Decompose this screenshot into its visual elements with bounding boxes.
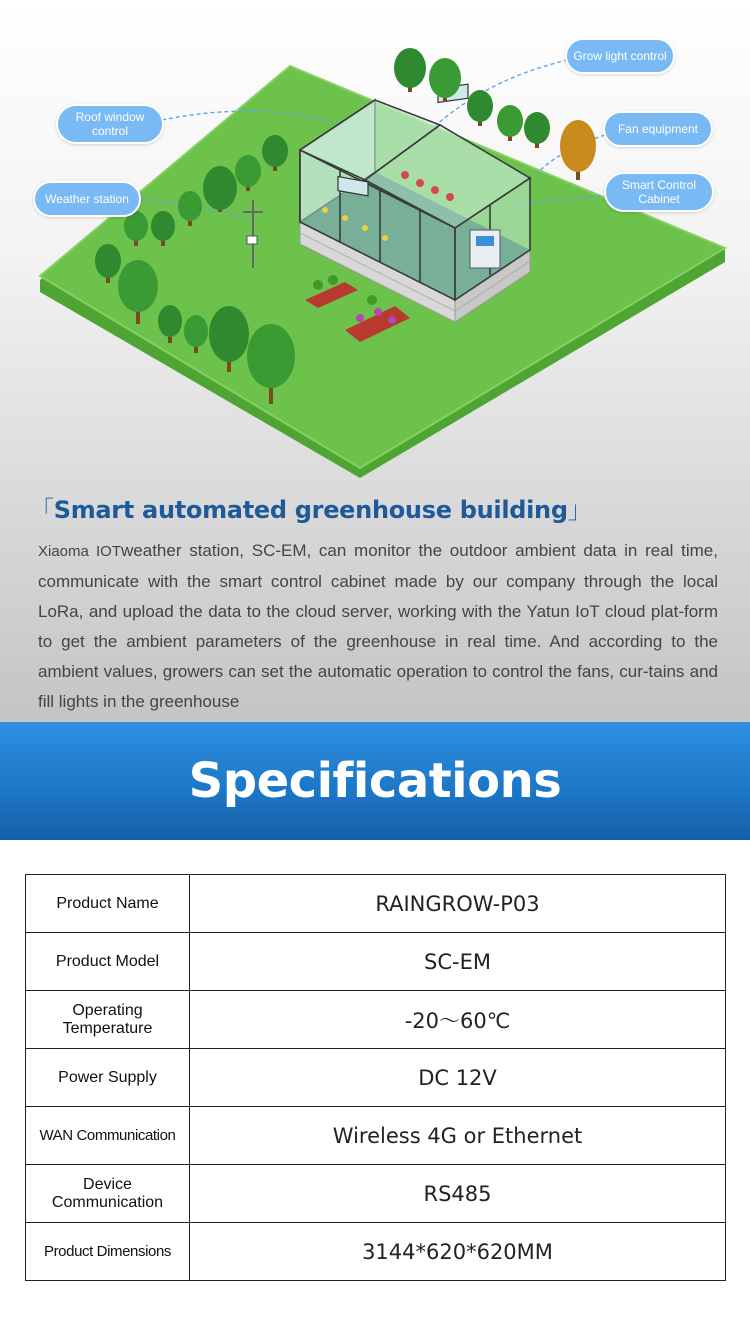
- grow-light-callout: Grow light control: [565, 38, 675, 74]
- headline-close-bracket: 」: [567, 496, 592, 524]
- specifications-title: Specifications: [188, 753, 562, 809]
- spec-label: Product Name: [26, 875, 190, 933]
- specifications-table: [25, 874, 726, 1281]
- spec-label: Power Supply: [26, 1049, 190, 1107]
- specifications-banner: [0, 722, 750, 840]
- table-row: [26, 933, 726, 991]
- table-row: [26, 1107, 726, 1165]
- spec-value: -20～60℃: [190, 991, 726, 1049]
- description-brand: Xiaoma IOT: [38, 543, 122, 560]
- description-paragraph: [38, 536, 718, 717]
- fan-equipment-callout: Fan equipment: [603, 111, 713, 147]
- spec-label: Product Model: [26, 933, 190, 991]
- spec-label: WAN Communication: [26, 1107, 190, 1165]
- spec-value: 3144*620*620MM: [190, 1223, 726, 1281]
- smart-control-callout: Smart Control Cabinet: [604, 172, 714, 212]
- section-headline: [30, 490, 591, 525]
- table-row: [26, 1165, 726, 1223]
- table-row: [26, 875, 726, 933]
- table-row: [26, 1049, 726, 1107]
- spec-value: Wireless 4G or Ethernet: [190, 1107, 726, 1165]
- description-text: weather station, SC-EM, can monitor the outdoor ambient data in real time, communicate with the smart control cabinet made by our company through the local LoRa, and upload the data to the cloud server, working with the Yatun IoT cloud plat-form to get the ambient parameters of the greenhouse in real time. And according to the ambient values, growers can set the automatic operation to control the fans, cur-tains and fill lights in the greenhouse: [38, 541, 718, 711]
- weather-station-callout: Weather station: [33, 181, 141, 217]
- table-row: [26, 991, 726, 1049]
- headline-text: Smart automated greenhouse building: [53, 496, 568, 524]
- spec-value: SC-EM: [190, 933, 726, 991]
- table-row: [26, 1223, 726, 1281]
- spec-label: Device Communication: [26, 1165, 190, 1223]
- spec-label: Product Dimensions: [26, 1223, 190, 1281]
- spec-value: RS485: [190, 1165, 726, 1223]
- headline-open-bracket: 「: [30, 496, 54, 524]
- roof-window-callout: Roof window control: [56, 104, 164, 144]
- spec-label: Operating Temperature: [26, 991, 190, 1049]
- spec-value: DC 12V: [190, 1049, 726, 1107]
- spec-value: RAINGROW-P03: [190, 875, 726, 933]
